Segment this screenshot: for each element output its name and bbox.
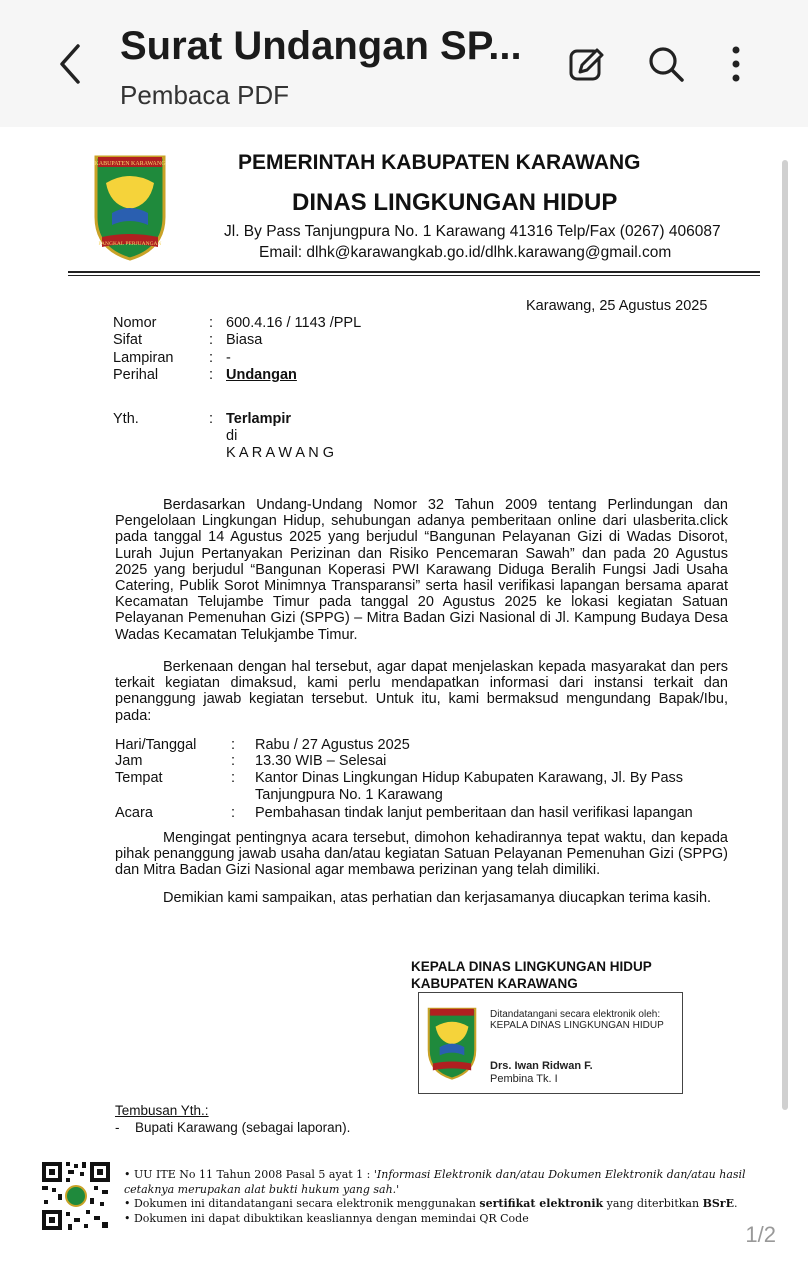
more-vert-icon[interactable] <box>716 42 756 86</box>
back-arrow-icon[interactable] <box>52 40 92 88</box>
event-value: 13.30 WIB – Selesai <box>255 753 387 769</box>
event-label: Tempat <box>115 770 163 786</box>
footer-note-1-cont: cetaknya merupakan alat bukti hukum yang sah.' <box>124 1183 400 1196</box>
meta-value: - <box>226 350 231 366</box>
scrollbar[interactable] <box>782 160 788 1110</box>
body-paragraph-2: Berkenaan dengan hal tersebut, agar dapat menjelaskan kepada masyarakat dan pers terkait kegiatan dimaksud, kami perlu mendapatkan informasi dari instansi terkait dan penanggung jawab kegiatan tersebut. Untuk itu, kami bermaksud mengundang Bapak/Ibu, pada: <box>115 659 728 724</box>
recipient-city: K A R A W A N G <box>226 445 334 461</box>
signature-subtitle: KABUPATEN KARAWANG <box>411 976 578 991</box>
meta-label: Perihal <box>113 367 159 383</box>
event-value: Rabu / 27 Agustus 2025 <box>255 737 410 753</box>
event-label: Jam <box>115 753 143 769</box>
signed-by-label: Ditandatangani secara elektronik oleh: <box>490 1009 661 1020</box>
karawang-logo-icon <box>92 153 168 261</box>
event-colon: : <box>231 753 236 769</box>
meta-value: Biasa <box>226 332 263 348</box>
agency-email: Email: dlhk@karawangkab.go.id/dlhk.karawang@gmail.com <box>259 244 672 261</box>
logo-text-bottom: PANGKAL PERJUANGAN <box>98 241 162 247</box>
header-divider-thin <box>68 275 760 276</box>
event-colon: : <box>231 805 236 821</box>
page-indicator: 1/2 <box>745 1222 776 1247</box>
event-colon: : <box>231 737 236 753</box>
recipient-colon: : <box>209 411 214 427</box>
agency-name: DINAS LINGKUNGAN HIDUP <box>292 189 618 216</box>
signer-name: Drs. Iwan Ridwan F. <box>490 1060 593 1072</box>
recipient-label: Yth. <box>113 411 139 427</box>
header-divider <box>68 271 760 273</box>
footer-note-1: • UU ITE No 11 Tahun 2008 Pasal 5 ayat 1 : 'Informasi Elektronik dan/atau Dokumen Elektronik dan/atau hasil <box>124 1168 746 1181</box>
karawang-logo-icon <box>426 1004 478 1082</box>
meta-value: 600.4.16 / 1143 /PPL <box>226 315 362 331</box>
edit-icon[interactable] <box>566 42 606 86</box>
event-label: Acara <box>115 805 153 821</box>
logo-text-top: KABUPATEN KARAWANG <box>94 161 166 167</box>
meta-colon: : <box>209 332 214 348</box>
body-paragraph-3: Mengingat pentingnya acara tersebut, dimohon kehadirannya tepat waktu, dan kepada pihak penanggung jawab usaha dan/atau kegiatan Satuan Pelayanan Pemenuhan Gizi (SPPG) dan Mitra Badan Gizi Nasional agar membawa perizinan yang telah dimiliki. <box>115 830 728 879</box>
app-bar <box>0 0 808 128</box>
cc-title: Tembusan Yth.: <box>115 1103 209 1118</box>
qr-code-icon[interactable] <box>40 1160 112 1232</box>
footer-note-3: • Dokumen ini dapat dibuktikan keasliannya dengan memindai QR Code <box>124 1212 529 1225</box>
gov-name: PEMERINTAH KABUPATEN KARAWANG <box>238 151 641 174</box>
document-title: Surat Undangan SP... <box>120 24 522 68</box>
event-colon: : <box>231 770 236 786</box>
letter-date: Karawang, 25 Agustus 2025 <box>526 298 708 314</box>
search-icon[interactable] <box>646 42 686 86</box>
meta-colon: : <box>209 350 214 366</box>
event-value: Kantor Dinas Lingkungan Hidup Kabupaten Karawang, Jl. By Pass <box>255 770 684 786</box>
body-paragraph-1: Berdasarkan Undang-Undang Nomor 32 Tahun 2009 tentang Perlindungan dan Pengelolaan Lingkungan Hidup, sehubungan adanya pemberitaan online dari ulasberita.click pada tanggal 14 Agustus 2025 yang berjudul “Bangunan Pelayanan Gizi di Wadas Disorot, Lurah Jujun Pertanyakan Perizinan dan Risiko Pencemaran Sawah” dan pada 20 Agustus 2025 yang berjudul “Bangunan Koperasi PWI Karawang Diduga Beralih Fungsi Jadi Usaha Catering, Publik Sorot Minimnya Transparansi” serta hasil verifikasi lapangan bersama aparat Kecamatan Telujambe Timur pada tanggal 20 Agustus 2025 ke lokasi kegiatan Satuan Pelayanan Pemenuhan Gizi (SPPG) – Mitra Badan Gizi Nasional di Jl. Kampung Budaya Desa Wadas Kecamatan Telukjambe Timur. <box>115 497 728 643</box>
agency-address: Jl. By Pass Tanjungpura No. 1 Karawang 41316 Telp/Fax (0267) 406087 <box>224 223 721 240</box>
signer-rank: Pembina Tk. I <box>490 1073 558 1085</box>
signer-position: KEPALA DINAS LINGKUNGAN HIDUP <box>490 1020 664 1031</box>
subject-value: Undangan <box>226 367 297 383</box>
recipient-name: Terlampir <box>226 411 292 427</box>
event-label: Hari/Tanggal <box>115 737 197 753</box>
cc-item: Bupati Karawang (sebagai laporan). <box>135 1120 351 1135</box>
footer-note-2: • Dokumen ini ditandatangani secara elektronik menggunakan sertifikat elektronik yang diterbitkan BSrE. <box>124 1197 738 1210</box>
app-subtitle: Pembaca PDF <box>120 80 290 110</box>
cc-dash: - <box>115 1120 120 1135</box>
meta-label: Nomor <box>113 315 157 331</box>
meta-label: Lampiran <box>113 350 174 366</box>
closing-paragraph: Demikian kami sampaikan, atas perhatian dan kerjasamanya diucapkan terima kasih. <box>163 890 712 906</box>
meta-label: Sifat <box>113 332 143 348</box>
signature-title: KEPALA DINAS LINGKUNGAN HIDUP <box>411 959 652 974</box>
meta-colon: : <box>209 367 214 383</box>
event-value: Pembahasan tindak lanjut pemberitaan dan hasil verifikasi lapangan <box>255 805 693 821</box>
event-value-cont: Tanjungpura No. 1 Karawang <box>255 787 443 803</box>
recipient-di: di <box>226 428 238 444</box>
meta-colon: : <box>209 315 214 331</box>
